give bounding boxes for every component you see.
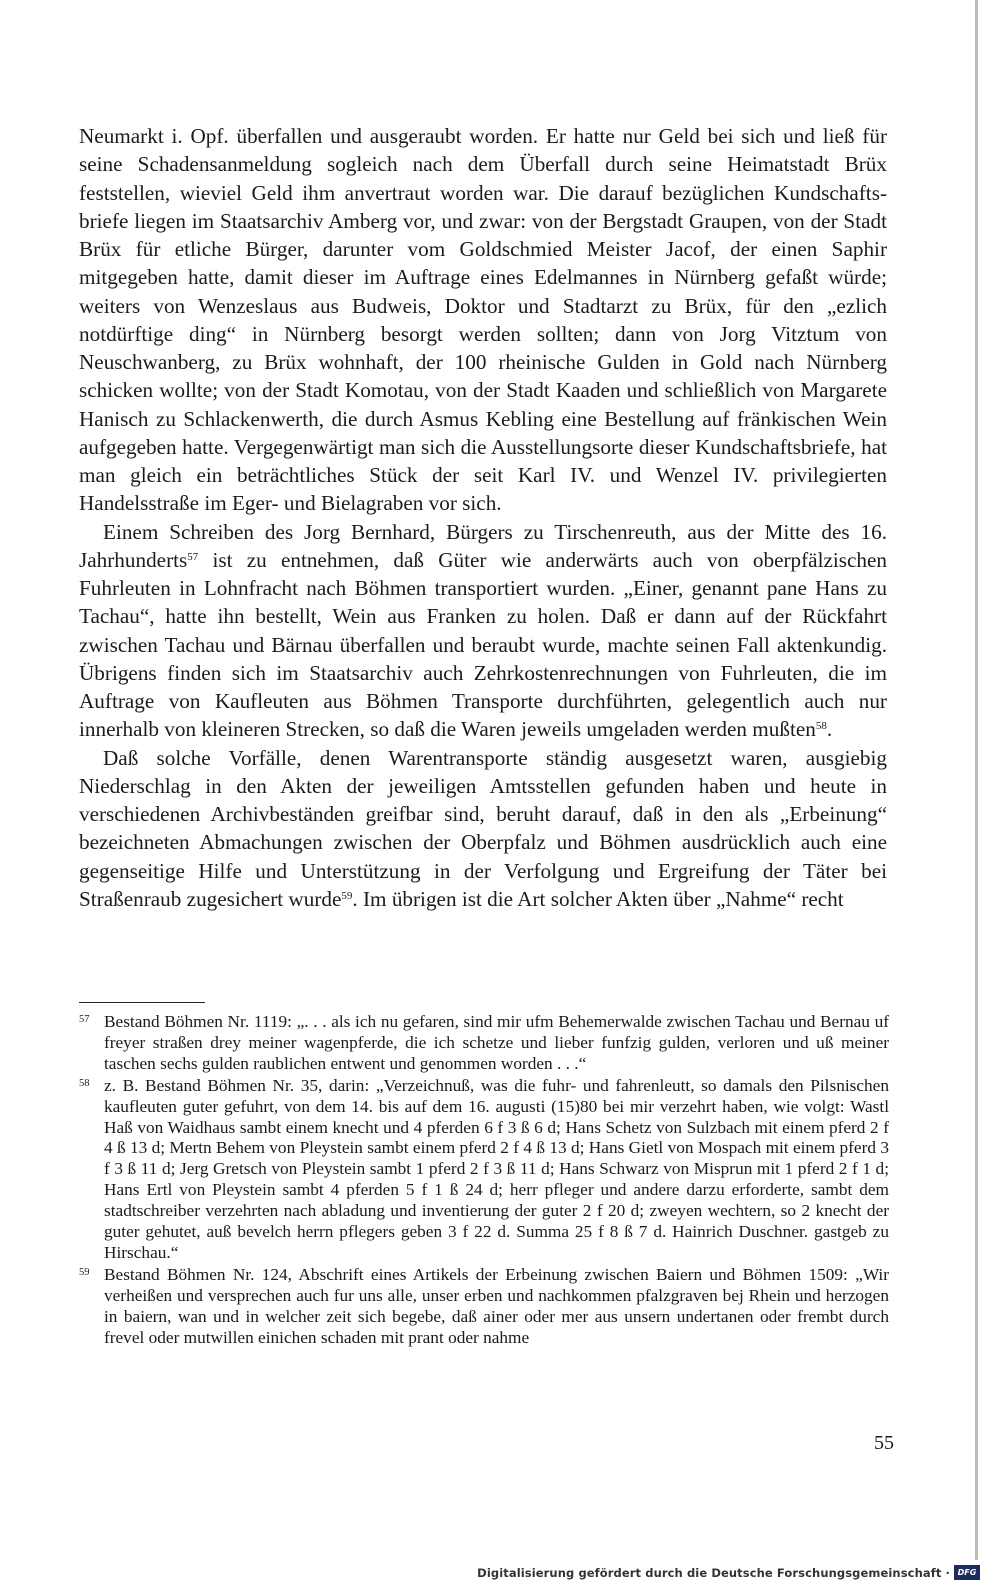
footnote <box>79 1012 889 1075</box>
footnote-number: 57 <box>79 1014 90 1025</box>
footnote-number: 59 <box>79 1266 90 1278</box>
page-number: 55 <box>874 1432 894 1454</box>
main-text <box>79 122 887 913</box>
footnote-text: z. B. Bestand Böhmen Nr. 35, darin: „Verzeichnuß, was die fuhr- und fahrenleutt, so damals den Pilsnischen kaufleuten guter gefuhrt, von dem 14. bis auf dem 16. augusti (15)80 bei mir verzehrt haben, wie volgt: Wastl Haß von Waidhaus sambt einem knecht und 4 pferden 6 f 3 ß 6 d; Hans Schetz von Sulzbach mit einem pferd 2 f 4 ß 13 d; Mertn Behem von Pleystein sambt einem pferd 2 f 4 ß 13 d; Hans Gietl von Mospach mit einem pferd 3 f 3 ß 11 d; Jerg Gretsch von Pleystein sambt 1 pferd 2 f 3 ß 11 d; Hans Schwarz von Misprun mit 1 pferd 2 f 1 d; Hans Ertl von Pleystein sambt 4 pferden 5 f 1 ß 24 d; herr pfleger und andere darzu erforderte, sambt dem stadtschreiber verzehrten nach abladung und inventierung der guter 2 f 20 d; zweyen wechtern, so 2 knecht der guter gehutet, auß bevelch herrn pflegers geben 3 f 22 d. Summa 25 f 8 ß 7 d. Hainrich Duschner. gastgeb zu Hirschau.“ <box>104 1075 889 1262</box>
body-paragraph <box>79 744 887 914</box>
body-text: Einem Schreiben des Jorg Bernhard, Bürgers zu Tirschenreuth, aus der Mitte des 16. Jahrhunderts <box>79 519 887 572</box>
footnote-number: 58 <box>79 1077 90 1089</box>
footnote <box>79 1265 889 1349</box>
footnote-marker[interactable]: 58 <box>815 720 827 733</box>
body-text: Daß solche Vorfälle, denen Warentransporte ständig ausgesetzt waren, ausgiebig Niederschlag in den Akten der jeweiligen Amtsstellen gefunden haben und heute in verschiedenen Archivbeständen greifbar sind, beruht darauf, daß in den als „Erbeinung“ bezeichneten Abmachungen zwischen der Oberpfalz und Böhmen ausdrücklich auch eine gegenseitige Hilfe und Unterstützung in der Verfolgung und Ergreifung der Täter bei Straßenraub zugesichert wurde <box>79 745 887 911</box>
body-text: . <box>826 717 833 742</box>
footnote-marker[interactable]: 59 <box>341 889 353 902</box>
footer-credit: Digitalisierung gefördert durch die Deutsche Forschungsgemeinschaft · <box>477 1566 950 1580</box>
dfg-logo: DFG <box>954 1565 980 1580</box>
body-text: Neumarkt i. Opf. überfallen und ausgeraubt worden. Er hatte nur Geld bei sich und ließ für seine Schadensanmeldung sogleich nach dem Überfall durch seine Heimatstadt Brüx feststellen, wieviel Geld ihm anvertraut worden war. Die darauf bezüglichen Kundschaftsbriefe liegen im Staatsarchiv Amberg vor, und zwar: von der Bergstadt Graupen, von der Stadt Brüx für etliche Bürger, darunter vom Goldschmied Meister Jacof, der einen Saphir mitgegeben hatte, damit dieser im Auftrage eines Edelmannes in Nürnberg gefaßt würde; weiters von Wenzeslaus aus Budweis, Doktor und Stadtarzt zu Brüx, für den „ezlich notdürftige ding“ in Nürnberg besorgt werden sollten; dann von Jorg Vitztum von Neuschwanberg, zu Brüx wohnhaft, der 100 rheinische Gulden in Gold nach Nürnberg schicken wollte; von der Stadt Komotau, von der Stadt Kaaden und schließlich von Margarete Hanisch zu Schlackenwerth, die durch Asmus Kebling eine Bestellung auf fränkischen Wein aufgegeben hatte. Vergegenwärtigt man sich die Ausstellungsorte dieser Kundschaftsbriefe, hat man gleich ein beträchtliches Stück der seit Karl IV. und Wenzel IV. privilegierten Handelsstraße im Eger- und Bielagraben vor sich. <box>79 124 887 516</box>
digitization-footer <box>0 1560 1000 1586</box>
body-paragraph <box>79 122 887 518</box>
footnote-rule <box>79 1002 205 1003</box>
footnote-marker[interactable]: 57 <box>187 550 199 563</box>
footnote-text: Bestand Böhmen Nr. 1119: „. . . als ich nu gefaren, sind mir ufm Behemerwalde zwischen Tachau und Bernau uf freyer straßen drey meiner wagenpferde, die ich schetze und lieber funfzig gulden, verloren und uß meiner taschen sechs gulden raublichen entwent und genommen worden . . .“ <box>104 1012 889 1073</box>
body-text: ist zu entnehmen, daß Güter wie anderwärts auch von oberpfälzischen Fuhrleuten in Lohnfracht nach Böhmen transportiert wurden. „Einer, genannt pane Hans zu Tachau“, hatte ihn bestellt, Wein aus Franken zu holen. Daß er dann auf der Rückfahrt zwischen Tachau und Bärnau überfallen und beraubt wurde, machte seinen Fall aktenkundig. Übrigens finden sich im Staatsarchiv auch Zehrkostenrechnungen von Fuhrleuten, die im Auftrage von Kaufleuten aus Böhmen Transporte durchführten, gelegentlich auch nur innerhalb von kleineren Strecken, so daß die Waren jeweils umgeladen werden mußten <box>79 547 887 742</box>
body-text: . Im übrigen ist die Art solcher Akten über „Nahme“ recht <box>352 886 844 911</box>
footnote <box>79 1076 889 1264</box>
footnote-text: Bestand Böhmen Nr. 124, Abschrift eines Artikels der Erbeinung zwischen Baiern und Böhmen 1509: „Wir verheißen und versprechen auch fur uns alle, unser erben und nachkommen pfalzgraven bej Rhein und herzogen in baiern, wan und in welcher zeit sich begebe, daß ainer oder mer aus unsern undertanen oder frembt durch frevel oder mutwillen einichen schaden mit prant oder nahme <box>104 1264 889 1347</box>
body-paragraph <box>79 518 887 744</box>
footnotes <box>79 1012 889 1350</box>
